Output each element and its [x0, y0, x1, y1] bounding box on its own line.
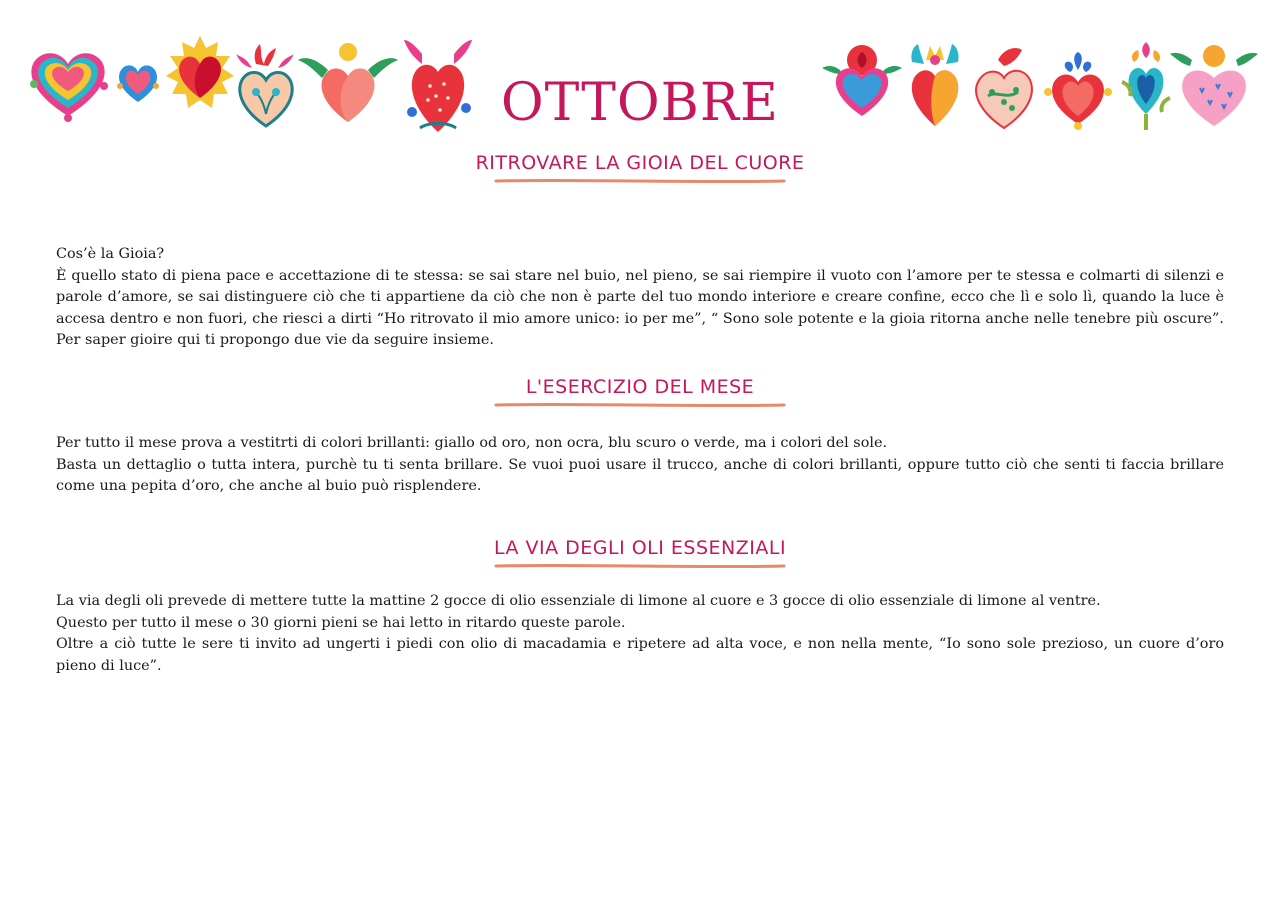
intro-question: Cos’è la Gioia?	[56, 246, 165, 262]
header-decor-right	[818, 34, 1263, 138]
intro-text	[56, 244, 1224, 352]
oils-text	[56, 591, 1224, 677]
pink-heart-icon	[1170, 45, 1258, 126]
oils-line-1: La via degli oli prevede di mettere tutte la mattine 2 gocce di olio essenziale di limone al cuore e 3 gocce di olio essenziale di limone al ventre.	[56, 593, 1101, 609]
exercise-line-1: Per tutto il mese prova a vestitrti di colori brillanti: giallo od oro, non ocra, blu scuro o verde, ma i colori del sole.	[56, 435, 888, 451]
crowned-heart-icon	[911, 44, 958, 126]
section-heading-label: LA VIA DEGLI OLI ESSENZIALI	[493, 537, 787, 559]
section-heading-exercise	[0, 374, 1280, 408]
exercise-text	[56, 433, 1224, 498]
heading-underline	[494, 563, 786, 569]
section-heading-label: RITROVARE LA GIOIA DEL CUORE	[475, 152, 805, 174]
exercise-line-2: Basta un dettaglio o tutta intera, purchè tu ti senta brillare. Se vuoi puoi usare il trucco, anche di colori brillanti, oppure tutto ciò che senti ti faccia brillare come una pepita d’oro, che anche al buio può risplendere.	[56, 456, 1224, 494]
section-heading-oils	[0, 535, 1280, 569]
heading-underline	[494, 402, 786, 408]
intro-body: È quello stato di piena pace e accettazione di te stessa: se sai stare nel buio, nel pieno, se sai riempire il vuoto con l’amore per te stessa e colmarti di silenzi e parole d’amore, se sai distinguere ciò che ti appartiene da ciò che non è parte del tuo mondo interiore e creare confine, ecco che lì e solo lì, quando la luce è accesa dentro e non fuori, che riesci a dirti “Ho ritrovato il mio amore unico: io per me”, “ Sono sole potente e la gioia ritorna anche nelle tenebre più oscure”. Per saper gioire qui ti propongo due vie da seguire insieme.	[56, 267, 1224, 348]
section-heading-label: L'ESERCIZIO DEL MESE	[525, 376, 755, 398]
hearts-right-art	[818, 34, 1263, 138]
ribbon-heart-icon	[976, 48, 1032, 128]
heading-underline	[494, 178, 786, 184]
oils-line-3: Oltre a ciò tutte le sere ti invito ad ungerti i piedi con olio di macadamia e ripetere ad alta voce, e non nella mente, “Io sono sole prezioso, un cuore d’oro pieno di luce”.	[56, 636, 1224, 674]
oils-line-2: Questo per tutto il mese o 30 giorni pieni se hai letto in ritardo queste parole.	[56, 614, 626, 631]
page-title: OTTOBRE	[501, 73, 779, 133]
section-heading-intro	[0, 150, 1280, 184]
flame-heart-icon	[1122, 42, 1170, 130]
flower-heart-icon	[1044, 52, 1112, 130]
rose-heart-icon	[822, 45, 902, 116]
